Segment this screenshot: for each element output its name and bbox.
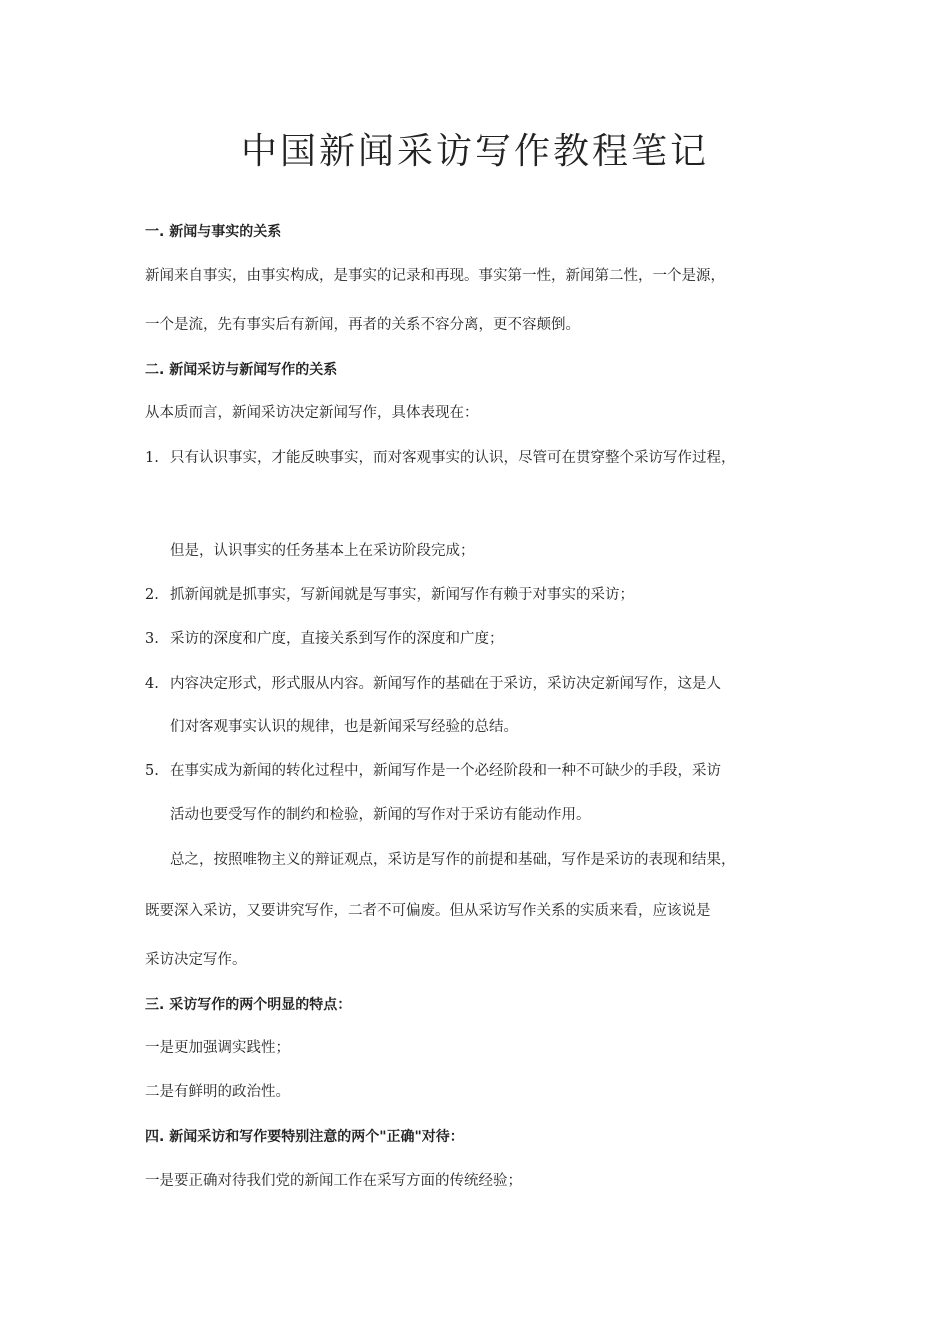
section-1-paragraph-line: 新闻来自事实，由事实构成，是事实的记录和再现。事实第一性，新闻第二性，一个是源， <box>145 268 725 284</box>
list-item-2 <box>145 584 634 606</box>
section-2-heading: 二. 新闻采访与新闻写作的关系 <box>145 362 338 378</box>
list-item-number: 2. <box>145 587 159 603</box>
section-4-heading: 四. 新闻采访和写作要特别注意的两个"正确"对待： <box>145 1129 464 1145</box>
list-item-text: 内容决定形式，形式服从内容。新闻写作的基础在于采访，采访决定新闻写作，这是人 <box>170 676 721 692</box>
list-item-5 <box>145 760 721 782</box>
section-3-line: 一是更加强调实践性； <box>145 1040 290 1056</box>
list-item-5-continuation: 活动也要受写作的制约和检验，新闻的写作对于采访有能动作用。 <box>170 807 591 823</box>
section-3-line: 二是有鲜明的政治性。 <box>145 1084 290 1100</box>
section-4-line: 一是要正确对待我们党的新闻工作在采写方面的传统经验； <box>145 1173 522 1189</box>
list-item-number: 3. <box>145 631 159 647</box>
list-item-number: 4. <box>145 676 159 692</box>
summary-line: 既要深入采访，又要讲究写作，二者不可偏废。但从采访写作关系的实质来看，应该说是 <box>145 903 711 919</box>
list-item-text: 只有认识事实，才能反映事实，而对客观事实的认识，尽管可在贯穿整个采访写作过程， <box>170 450 736 466</box>
list-item-text: 在事实成为新闻的转化过程中，新闻写作是一个必经阶段和一种不可缺少的手段，采访 <box>170 763 721 779</box>
section-1-paragraph-line: 一个是流，先有事实后有新闻，再者的关系不容分离，更不容颠倒。 <box>145 317 580 333</box>
list-item-4 <box>145 673 721 695</box>
list-item-1 <box>145 447 736 469</box>
list-item-3 <box>145 628 504 650</box>
summary-line: 总之，按照唯物主义的辩证观点，采访是写作的前提和基础，写作是采访的表现和结果， <box>170 852 736 868</box>
list-item-text: 抓新闻就是抓事实，写新闻就是写事实，新闻写作有赖于对事实的采访； <box>170 587 634 603</box>
list-item-4-continuation: 们对客观事实认识的规律，也是新闻采写经验的总结。 <box>170 719 518 735</box>
summary-line: 采访决定写作。 <box>145 952 247 968</box>
list-item-1-continuation: 但是，认识事实的任务基本上在采访阶段完成； <box>170 543 475 559</box>
list-item-number: 5. <box>145 763 159 779</box>
section-1-heading: 一. 新闻与事实的关系 <box>145 224 282 240</box>
document-title: 中国新闻采访写作教程笔记 <box>240 131 709 172</box>
list-item-number: 1. <box>145 450 159 466</box>
section-2-intro: 从本质而言，新闻采访决定新闻写作，具体表现在： <box>145 405 479 421</box>
list-item-text: 采访的深度和广度，直接关系到写作的深度和广度； <box>170 631 504 647</box>
section-3-heading: 三. 采访写作的两个明显的特点： <box>145 997 352 1013</box>
